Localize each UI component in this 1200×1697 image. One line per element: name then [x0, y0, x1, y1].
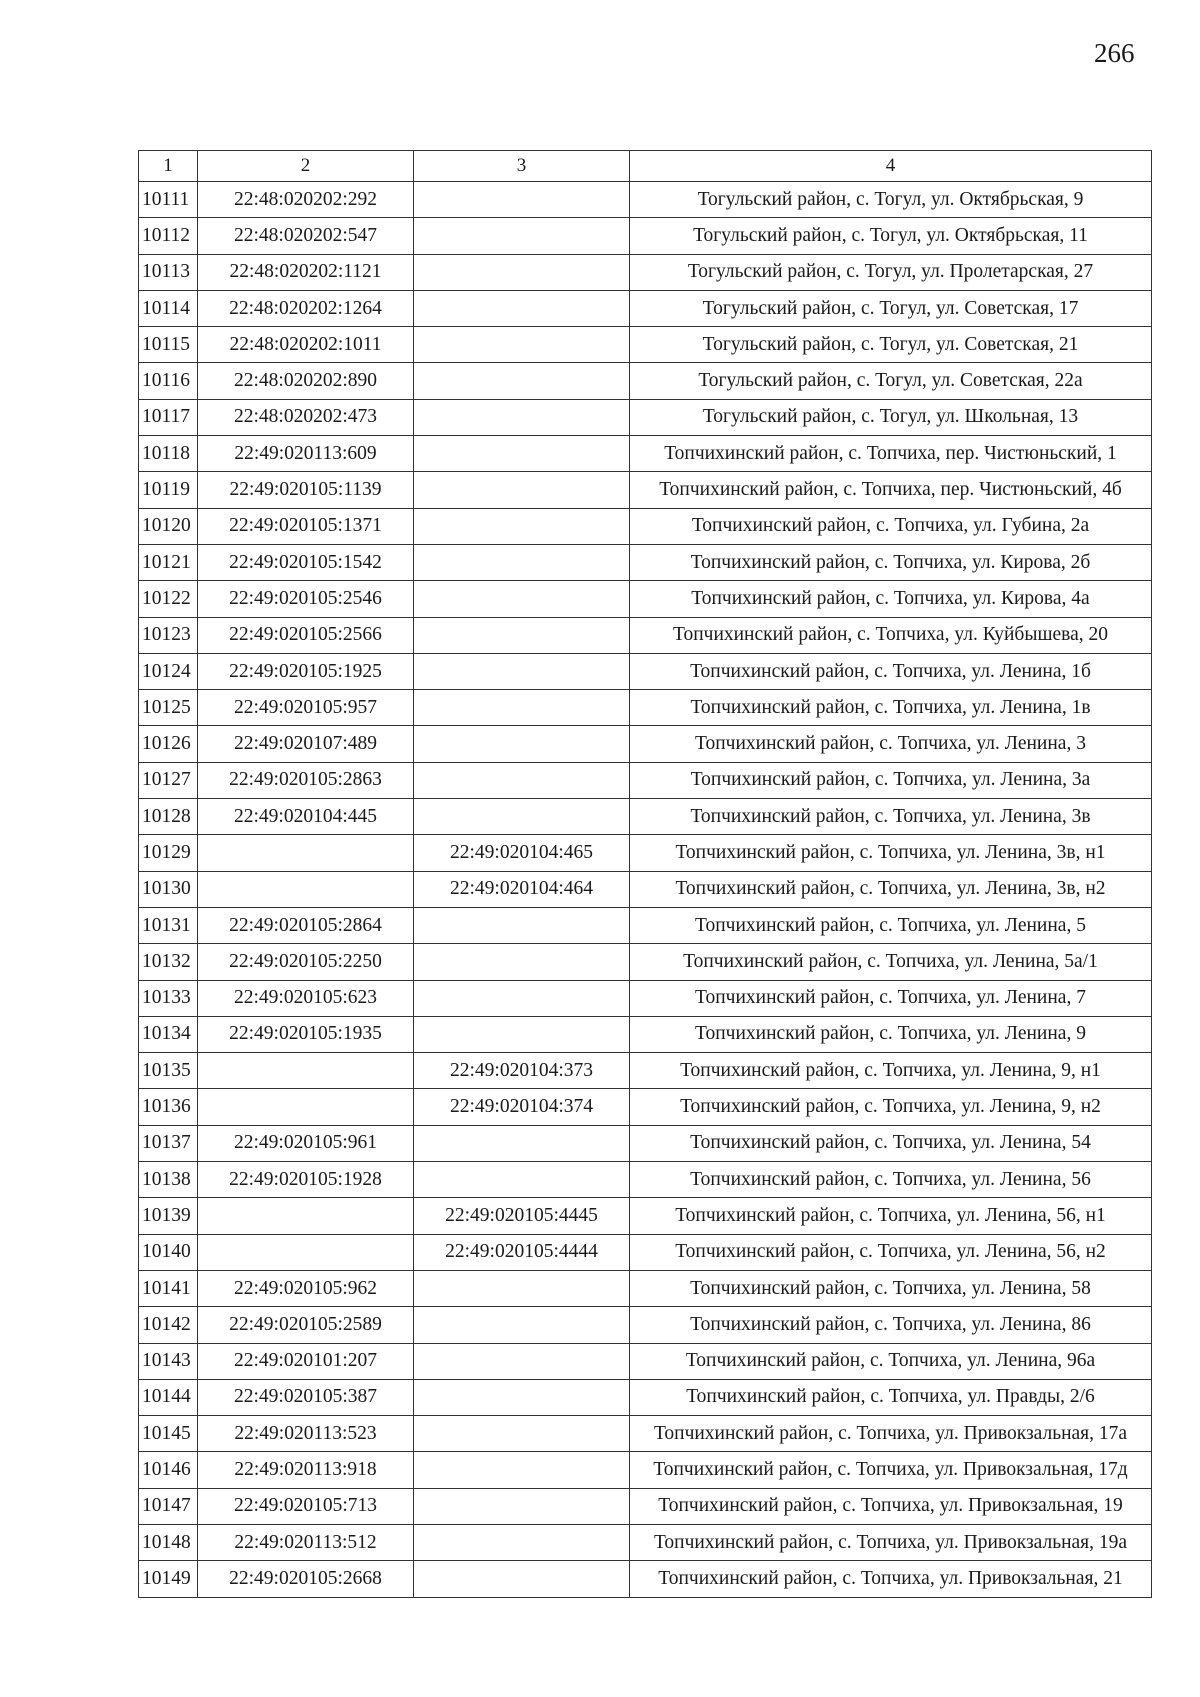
building-cadastral-number-cell: [414, 182, 630, 218]
address-cell: Топчихинский район, с. Топчиха, ул. Ленина, 9, н2: [630, 1089, 1152, 1125]
building-cadastral-number-cell: [414, 508, 630, 544]
cadastral-number-cell: 22:49:020104:445: [198, 799, 414, 835]
table-row: [139, 472, 1152, 508]
row-number-cell: 10121: [139, 544, 198, 580]
building-cadastral-number-cell: [414, 1452, 630, 1488]
cadastral-number-cell: 22:49:020105:623: [198, 980, 414, 1016]
building-cadastral-number-cell: 22:49:020105:4444: [414, 1234, 630, 1270]
row-number-cell: 10135: [139, 1053, 198, 1089]
building-cadastral-number-cell: [414, 1416, 630, 1452]
building-cadastral-number-cell: [414, 799, 630, 835]
address-cell: Тогульский район, с. Тогул, ул. Советская, 17: [630, 290, 1152, 326]
table-row: [139, 508, 1152, 544]
cadastral-number-cell: [198, 1198, 414, 1234]
building-cadastral-number-cell: [414, 1488, 630, 1524]
table-row: [139, 762, 1152, 798]
table-row: [139, 436, 1152, 472]
building-cadastral-number-cell: [414, 1524, 630, 1560]
address-cell: Топчихинский район, с. Топчиха, ул. Привокзальная, 19: [630, 1488, 1152, 1524]
building-cadastral-number-cell: [414, 399, 630, 435]
cadastral-number-cell: 22:49:020105:2566: [198, 617, 414, 653]
row-number-cell: 10144: [139, 1379, 198, 1415]
cadastral-number-cell: 22:49:020113:523: [198, 1416, 414, 1452]
table-row: [139, 218, 1152, 254]
row-number-cell: 10132: [139, 944, 198, 980]
address-cell: Топчихинский район, с. Топчиха, ул. Ленина, 9: [630, 1016, 1152, 1052]
building-cadastral-number-cell: [414, 363, 630, 399]
row-number-cell: 10128: [139, 799, 198, 835]
cadastral-number-cell: 22:49:020113:512: [198, 1524, 414, 1560]
row-number-cell: 10136: [139, 1089, 198, 1125]
cadastral-number-cell: 22:48:020202:890: [198, 363, 414, 399]
building-cadastral-number-cell: [414, 617, 630, 653]
building-cadastral-number-cell: [414, 1125, 630, 1161]
row-number-cell: 10138: [139, 1162, 198, 1198]
cadastral-number-cell: 22:49:020105:1928: [198, 1162, 414, 1198]
address-cell: Топчихинский район, с. Топчиха, ул. Ленина, 9, н1: [630, 1053, 1152, 1089]
cadastral-number-cell: 22:49:020105:957: [198, 690, 414, 726]
building-cadastral-number-cell: [414, 1016, 630, 1052]
cadastral-number-cell: 22:49:020105:1542: [198, 544, 414, 580]
row-number-cell: 10126: [139, 726, 198, 762]
building-cadastral-number-cell: [414, 1561, 630, 1597]
building-cadastral-number-cell: [414, 1162, 630, 1198]
table-row: [139, 907, 1152, 943]
address-cell: Топчихинский район, с. Топчиха, ул. Ленина, 54: [630, 1125, 1152, 1161]
table-row: [139, 581, 1152, 617]
cadastral-number-cell: 22:49:020105:1935: [198, 1016, 414, 1052]
row-number-cell: 10142: [139, 1307, 198, 1343]
address-cell: Топчихинский район, с. Топчиха, ул. Ленина, 86: [630, 1307, 1152, 1343]
building-cadastral-number-cell: [414, 726, 630, 762]
table-row: [139, 690, 1152, 726]
building-cadastral-number-cell: [414, 218, 630, 254]
building-cadastral-number-cell: [414, 690, 630, 726]
cadastral-number-cell: 22:48:020202:292: [198, 182, 414, 218]
row-number-cell: 10122: [139, 581, 198, 617]
cadastral-number-cell: [198, 871, 414, 907]
address-cell: Топчихинский район, с. Топчиха, пер. Чистюньский, 1: [630, 436, 1152, 472]
building-cadastral-number-cell: 22:49:020105:4445: [414, 1198, 630, 1234]
row-number-cell: 10143: [139, 1343, 198, 1379]
table-row: [139, 835, 1152, 871]
address-cell: Топчихинский район, с. Топчиха, ул. Ленина, 1б: [630, 653, 1152, 689]
row-number-cell: 10117: [139, 399, 198, 435]
address-cell: Тогульский район, с. Тогул, ул. Советская, 21: [630, 327, 1152, 363]
table-row: [139, 182, 1152, 218]
cadastral-number-cell: 22:49:020101:207: [198, 1343, 414, 1379]
table-row: [139, 1488, 1152, 1524]
address-cell: Топчихинский район, с. Топчиха, ул. Привокзальная, 21: [630, 1561, 1152, 1597]
address-cell: Топчихинский район, с. Топчиха, пер. Чистюньский, 4б: [630, 472, 1152, 508]
building-cadastral-number-cell: [414, 762, 630, 798]
address-cell: Топчихинский район, с. Топчиха, ул. Ленина, 5: [630, 907, 1152, 943]
table-row: [139, 1416, 1152, 1452]
table-row: [139, 617, 1152, 653]
cadastral-number-cell: 22:49:020113:609: [198, 436, 414, 472]
row-number-cell: 10145: [139, 1416, 198, 1452]
address-cell: Топчихинский район, с. Топчиха, ул. Ленина, 3: [630, 726, 1152, 762]
cadastral-number-cell: 22:49:020105:961: [198, 1125, 414, 1161]
page-number: 266: [1094, 38, 1135, 68]
address-cell: Топчихинский район, с. Топчиха, ул. Правды, 2/6: [630, 1379, 1152, 1415]
row-number-cell: 10146: [139, 1452, 198, 1488]
table-row: [139, 726, 1152, 762]
building-cadastral-number-cell: [414, 1307, 630, 1343]
cadastral-number-cell: 22:49:020105:2863: [198, 762, 414, 798]
table-row: [139, 871, 1152, 907]
row-number-cell: 10149: [139, 1561, 198, 1597]
row-number-cell: 10130: [139, 871, 198, 907]
column-header-1: 1: [139, 151, 198, 182]
row-number-cell: 10139: [139, 1198, 198, 1234]
table-row: [139, 1053, 1152, 1089]
table-row: [139, 1561, 1152, 1597]
address-cell: Топчихинский район, с. Топчиха, ул. Ленина, 3в, н2: [630, 871, 1152, 907]
cadastral-number-cell: 22:49:020105:1925: [198, 653, 414, 689]
table-row: [139, 290, 1152, 326]
table-row: [139, 544, 1152, 580]
table-row: [139, 363, 1152, 399]
address-cell: Топчихинский район, с. Топчиха, ул. Привокзальная, 17а: [630, 1416, 1152, 1452]
building-cadastral-number-cell: [414, 1343, 630, 1379]
row-number-cell: 10119: [139, 472, 198, 508]
address-cell: Топчихинский район, с. Топчиха, ул. Ленина, 96а: [630, 1343, 1152, 1379]
building-cadastral-number-cell: [414, 254, 630, 290]
table-row: [139, 799, 1152, 835]
row-number-cell: 10137: [139, 1125, 198, 1161]
cadastral-number-cell: 22:49:020105:962: [198, 1270, 414, 1306]
row-number-cell: 10115: [139, 327, 198, 363]
row-number-cell: 10112: [139, 218, 198, 254]
row-number-cell: 10129: [139, 835, 198, 871]
building-cadastral-number-cell: 22:49:020104:465: [414, 835, 630, 871]
address-cell: Тогульский район, с. Тогул, ул. Октябрьская, 9: [630, 182, 1152, 218]
cadastral-number-cell: 22:48:020202:1011: [198, 327, 414, 363]
cadastral-number-cell: 22:48:020202:1264: [198, 290, 414, 326]
row-number-cell: 10148: [139, 1524, 198, 1560]
row-number-cell: 10147: [139, 1488, 198, 1524]
address-cell: Тогульский район, с. Тогул, ул. Школьная, 13: [630, 399, 1152, 435]
building-cadastral-number-cell: [414, 581, 630, 617]
cadastral-number-cell: 22:49:020105:1139: [198, 472, 414, 508]
table-row: [139, 1234, 1152, 1270]
table-header-row: [139, 151, 1152, 182]
table-row: [139, 1162, 1152, 1198]
cadastral-number-cell: 22:49:020105:2589: [198, 1307, 414, 1343]
table-row: [139, 944, 1152, 980]
row-number-cell: 10113: [139, 254, 198, 290]
table-row: [139, 1016, 1152, 1052]
row-number-cell: 10125: [139, 690, 198, 726]
building-cadastral-number-cell: [414, 944, 630, 980]
address-cell: Топчихинский район, с. Топчиха, ул. Ленина, 3в, н1: [630, 835, 1152, 871]
building-cadastral-number-cell: [414, 907, 630, 943]
column-header-3: 3: [414, 151, 630, 182]
building-cadastral-number-cell: 22:49:020104:373: [414, 1053, 630, 1089]
address-cell: Топчихинский район, с. Топчиха, ул. Привокзальная, 17д: [630, 1452, 1152, 1488]
building-cadastral-number-cell: 22:49:020104:374: [414, 1089, 630, 1125]
building-cadastral-number-cell: [414, 1270, 630, 1306]
cadastral-number-cell: 22:49:020105:713: [198, 1488, 414, 1524]
table-row: [139, 980, 1152, 1016]
building-cadastral-number-cell: 22:49:020104:464: [414, 871, 630, 907]
address-cell: Тогульский район, с. Тогул, ул. Советская, 22а: [630, 363, 1152, 399]
cadastral-number-cell: 22:48:020202:1121: [198, 254, 414, 290]
building-cadastral-number-cell: [414, 653, 630, 689]
row-number-cell: 10140: [139, 1234, 198, 1270]
table-row: [139, 327, 1152, 363]
cadastral-number-cell: 22:49:020105:2546: [198, 581, 414, 617]
table-row: [139, 1524, 1152, 1560]
cadastral-number-cell: [198, 1089, 414, 1125]
row-number-cell: 10131: [139, 907, 198, 943]
address-cell: Топчихинский район, с. Топчиха, ул. Ленина, 7: [630, 980, 1152, 1016]
table-row: [139, 1379, 1152, 1415]
cadastral-number-cell: 22:49:020105:2250: [198, 944, 414, 980]
row-number-cell: 10111: [139, 182, 198, 218]
building-cadastral-number-cell: [414, 436, 630, 472]
building-cadastral-number-cell: [414, 327, 630, 363]
row-number-cell: 10127: [139, 762, 198, 798]
building-cadastral-number-cell: [414, 544, 630, 580]
column-header-4: 4: [630, 151, 1152, 182]
address-cell: Топчихинский район, с. Топчиха, ул. Ленина, 58: [630, 1270, 1152, 1306]
address-cell: Топчихинский район, с. Топчиха, ул. Губина, 2а: [630, 508, 1152, 544]
address-cell: Топчихинский район, с. Топчиха, ул. Ленина, 3в: [630, 799, 1152, 835]
row-number-cell: 10133: [139, 980, 198, 1016]
table-row: [139, 1343, 1152, 1379]
cadastral-number-cell: [198, 1053, 414, 1089]
address-cell: Топчихинский район, с. Топчиха, ул. Ленина, 56, н2: [630, 1234, 1152, 1270]
address-cell: Топчихинский район, с. Топчиха, ул. Ленина, 5а/1: [630, 944, 1152, 980]
cadastral-number-cell: 22:49:020105:387: [198, 1379, 414, 1415]
address-cell: Топчихинский район, с. Топчиха, ул. Куйбышева, 20: [630, 617, 1152, 653]
row-number-cell: 10120: [139, 508, 198, 544]
address-cell: Топчихинский район, с. Топчиха, ул. Привокзальная, 19а: [630, 1524, 1152, 1560]
cadastral-number-cell: 22:48:020202:473: [198, 399, 414, 435]
building-cadastral-number-cell: [414, 290, 630, 326]
row-number-cell: 10141: [139, 1270, 198, 1306]
table-row: [139, 254, 1152, 290]
table-row: [139, 653, 1152, 689]
table-row: [139, 1125, 1152, 1161]
cadastral-number-cell: 22:49:020105:1371: [198, 508, 414, 544]
table-row: [139, 1307, 1152, 1343]
address-cell: Тогульский район, с. Тогул, ул. Октябрьская, 11: [630, 218, 1152, 254]
cadastral-number-cell: 22:49:020113:918: [198, 1452, 414, 1488]
cadastral-number-cell: [198, 1234, 414, 1270]
table-row: [139, 399, 1152, 435]
address-cell: Тогульский район, с. Тогул, ул. Пролетарская, 27: [630, 254, 1152, 290]
cadastral-number-cell: 22:49:020105:2864: [198, 907, 414, 943]
building-cadastral-number-cell: [414, 1379, 630, 1415]
building-cadastral-number-cell: [414, 980, 630, 1016]
address-cell: Топчихинский район, с. Топчиха, ул. Ленина, 1в: [630, 690, 1152, 726]
table-row: [139, 1270, 1152, 1306]
column-header-2: 2: [198, 151, 414, 182]
cadastral-number-cell: [198, 835, 414, 871]
row-number-cell: 10118: [139, 436, 198, 472]
row-number-cell: 10114: [139, 290, 198, 326]
table-row: [139, 1452, 1152, 1488]
row-number-cell: 10123: [139, 617, 198, 653]
cadastral-number-cell: 22:48:020202:547: [198, 218, 414, 254]
address-cell: Топчихинский район, с. Топчиха, ул. Кирова, 4а: [630, 581, 1152, 617]
building-cadastral-number-cell: [414, 472, 630, 508]
cadastral-number-cell: 22:49:020105:2668: [198, 1561, 414, 1597]
row-number-cell: 10124: [139, 653, 198, 689]
property-table: [138, 150, 1152, 1598]
table-row: [139, 1089, 1152, 1125]
row-number-cell: 10134: [139, 1016, 198, 1052]
address-cell: Топчихинский район, с. Топчиха, ул. Ленина, 56, н1: [630, 1198, 1152, 1234]
address-cell: Топчихинский район, с. Топчиха, ул. Ленина, 56: [630, 1162, 1152, 1198]
cadastral-number-cell: 22:49:020107:489: [198, 726, 414, 762]
table-row: [139, 1198, 1152, 1234]
row-number-cell: 10116: [139, 363, 198, 399]
address-cell: Топчихинский район, с. Топчиха, ул. Кирова, 2б: [630, 544, 1152, 580]
address-cell: Топчихинский район, с. Топчиха, ул. Ленина, 3а: [630, 762, 1152, 798]
